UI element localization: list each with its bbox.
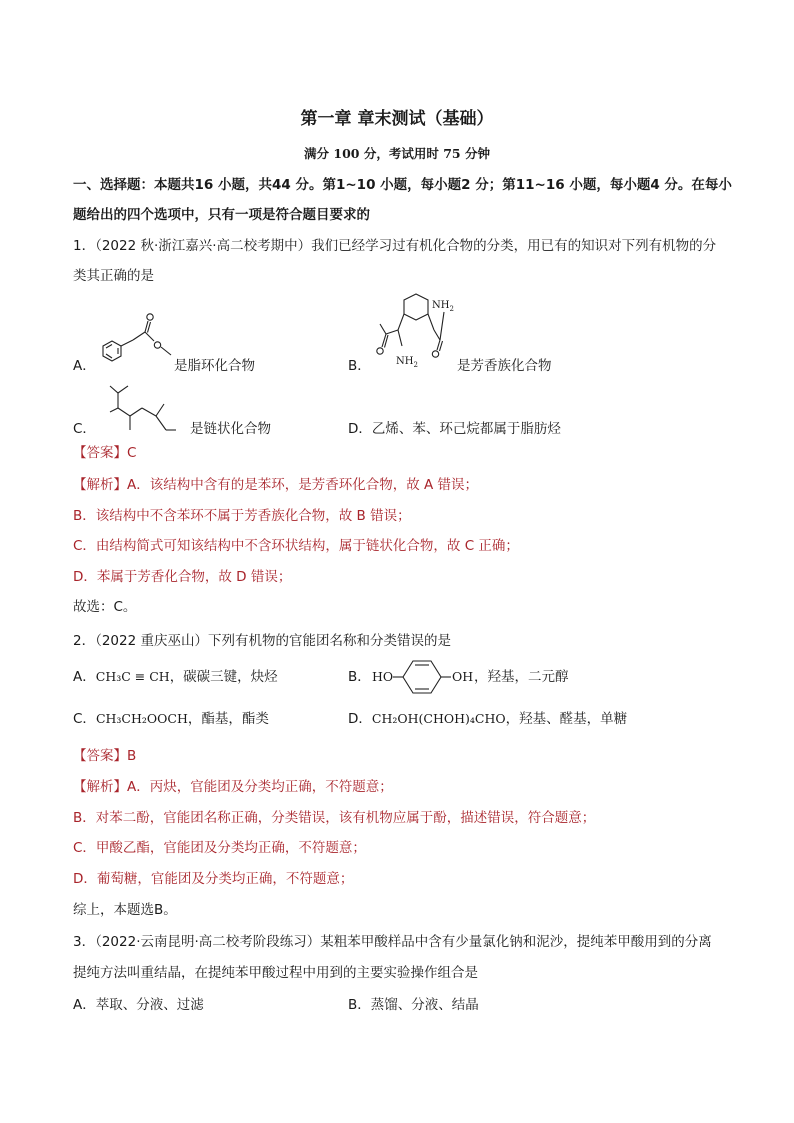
q1-option-c-letter: C． xyxy=(73,421,96,437)
q1-option-a-text: 是脂环化合物 xyxy=(174,358,255,374)
q2-option-c: C．CH₃CH₂OOCH，酯基，酯类 xyxy=(73,711,269,727)
q2-analysis-a: 【解析】A．丙炔，官能团及分类均正确，不符题意； xyxy=(73,779,393,795)
q1-option-b-text: 是芳香族化合物 xyxy=(457,358,552,374)
q2-option-b-ring xyxy=(393,657,453,699)
q1-analysis-b: B．该结构中不含苯环不属于芳香族化合物，故 B 错误； xyxy=(73,508,411,524)
q1-stem-line2: 类其正确的是 xyxy=(73,268,154,284)
page-subtitle: 满分 100 分，考试用时 75 分钟 xyxy=(304,146,490,161)
q1-analysis-a: 【解析】A．该结构中含有的是苯环，是芳香环化合物，故 A 错误； xyxy=(73,477,479,493)
q2-analysis-b: B．对苯二酚，官能团名称正确，分类错误，该有机物应属于酚，描述错误，符合题意； xyxy=(73,810,596,826)
q1-option-b-letter: B． xyxy=(348,358,371,374)
q3-stem-line1: 3．（2022·云南昆明·高二校考阶段练习）某粗苯甲酸样品中含有少量氯化钠和泥沙，提纯苯甲酸用到的分离 xyxy=(73,934,712,950)
q1-option-a-structure xyxy=(93,308,175,368)
q1-option-c-text: 是链状化合物 xyxy=(190,421,271,437)
q2-option-b-letter: B． xyxy=(348,669,371,685)
q1-option-b-nh2-bottom: $NH_2$ xyxy=(396,356,418,369)
q3-stem-line2: 提纯方法叫重结晶，在提纯苯甲酸过程中用到的主要实验操作组合是 xyxy=(73,965,478,981)
q2-conclusion: 综上，本题选B。 xyxy=(73,902,177,918)
section-heading-line2: 题给出的四个选项中，只有一项是符合题目要求的 xyxy=(73,207,370,223)
q1-stem-line1: 1．（2022 秋·浙江嘉兴·高二校考期中）我们已经学习过有机化合物的分类，用已有的知识对下列有机物的分 xyxy=(73,238,717,254)
q1-analysis-c: C．由结构简式可知该结构中不含环状结构，属于链状化合物，故 C 正确； xyxy=(73,538,519,554)
q1-conclusion: 故选：C。 xyxy=(73,599,137,615)
q1-analysis-d: D．苯属于芳香化合物，故 D 错误； xyxy=(73,569,292,585)
q2-answer: 【答案】B xyxy=(73,748,137,764)
q3-option-a: A．萃取、分液、过滤 xyxy=(73,997,204,1013)
q2-option-d: D．CH₂OH(CHOH)₄CHO，羟基、醛基，单糖 xyxy=(348,711,628,727)
q1-option-b-nh2-top: $NH_2$ xyxy=(432,300,454,313)
page-title: 第一章 章末测试（基础） xyxy=(300,109,494,129)
q3-option-b: B．蒸馏、分液、结晶 xyxy=(348,997,479,1013)
q2-option-b-oh: OH xyxy=(452,669,474,684)
q1-answer: 【答案】C xyxy=(73,445,137,461)
q1-option-a-letter: A． xyxy=(73,358,96,374)
q2-option-a: A．CH₃C ≡ CH，碳碳三键，炔烃 xyxy=(73,669,278,685)
q2-option-b-ho: HO xyxy=(372,669,394,684)
q2-stem: 2．（2022 重庆巫山）下列有机物的官能团名称和分类错误的是 xyxy=(73,633,451,649)
q1-option-d: D．乙烯、苯、环己烷都属于脂肪烃 xyxy=(348,421,561,437)
q2-analysis-d: D．葡萄糖，官能团及分类均正确，不符题意； xyxy=(73,871,354,887)
q2-analysis-c: C．甲酸乙酯，官能团及分类均正确，不符题意； xyxy=(73,840,366,856)
q1-option-c-structure xyxy=(100,378,190,438)
q2-option-b-text: ，羟基，二元醇 xyxy=(474,669,569,685)
section-heading-line1: 一、选择题：本题共16 小题，共44 分。第1~10 小题，每小题2 分；第11~16 小题，每小题4 分。在每小 xyxy=(73,177,732,193)
